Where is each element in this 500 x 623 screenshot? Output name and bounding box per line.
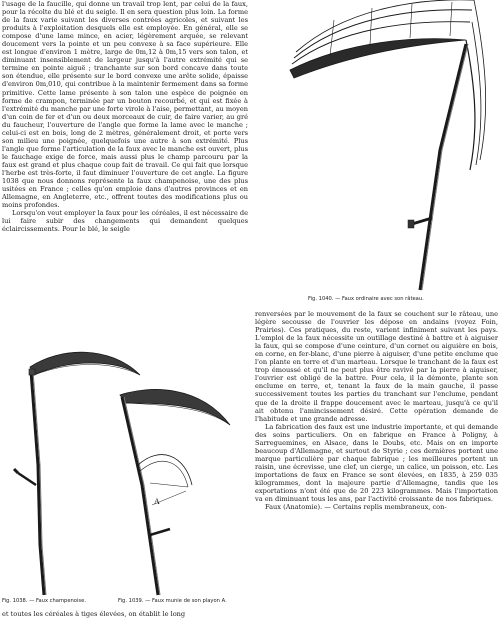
figure-1040 <box>270 0 500 300</box>
paragraph-anatomie: Faux (Anatomie). — Certains replis membraneux, con- <box>265 503 447 512</box>
figure-1040-caption: Fig. 1040. — Faux ordinaire avec son râteau. <box>308 296 424 302</box>
left-column-bottom-fragment: et toutes les céréales à tiges élevées, on établit le long <box>2 610 186 618</box>
scythe-with-rake-illustration <box>270 0 500 300</box>
left-column <box>2 0 248 233</box>
paragraph-rateau: renversées par le mouvement de la faux se couchent sur le râteau, une légère secousse de l'ouvrier les dépose en andains (voyez Foin, Prairies). Ces pratiques, du reste, varient infiniment suivant les pays. L'emploi de la faux nécessite un outillage destiné à battre et à aiguiser la faux, qui se compose d'une ceinture, d'un cornet ou aiguière en bois, en corne, en fer-blanc, d'une pierre à aiguiser, d'une petite enclume que l'on plante en terre et d'un marteau. Lorsque le tranchant de la faux est trop émoussé et qu'il ne peut plus être ravivé par la pierre à aiguiser, l'ouvrier est obligé de la battre. Pour cela, il la démonte, plante son enclume en terre, et, tenant la faux de la main gauche, il passe successivement toutes les parties du tranchant sur l'enclume, pendant que de la droite il frappe doucement avec le marteau, jusqu'à ce qu'il ait obtenu l'amincissement désiré. Cette opération demande de l'habitude et une grande adresse. <box>255 310 498 423</box>
paragraph-fabrication: La fabrication des faux est une industrie importante, et qui demande des soins particuliers. On en fabrique en France à Poligny, à Sarreguemines, en Alsace, dans le Doubs, etc. Mais on en importe beaucoup d'Allemagne, et surtout de Styrie ; ces dernières portent une marque particulière par chaque fabrique ; les meilleures portent un raisin, une écrevisse, une clef, un cierge, un calice, un poisson, etc. Les importations de faux en France se sont élevées, en 1835, à 259 035 kilogrammes, dont la majeure partie d'Allemagne, tandis que les exportations n'ont été que de 20 223 kilogrammes. Mais l'importation va en diminuant tous les ans, par l'activité croissante de nos fabriques. <box>255 422 498 504</box>
figure-1039-label-a: A <box>154 497 160 506</box>
figure-1039-scythe <box>120 389 230 595</box>
scythe-illustrations <box>0 345 250 607</box>
figure-1038-caption: Fig. 1038. — Faux champenoise. <box>2 598 86 604</box>
figure-1038-scythe <box>14 352 140 595</box>
figure-1039-caption: Fig. 1039. — Faux munie de son playon A. <box>118 598 227 604</box>
right-column <box>255 310 498 511</box>
paragraph-faux-description: l'usage de la faucille, qui donne un travail trop lent, par celui de la faux, pour la récolte du blé et du seigle. Il en sera question plus loin. La forme de la faux varie suivant les diverses contrées agricoles, et suivant les produits à l'exploitation desquels elle est employée. En général, elle se compose d'une lame mince, en acier, légèrement arquée, se relevant doucement vers la pointe et un peu convexe à sa face supérieure. Elle est longue d'environ 1 mètre, large de 0m,12 à 0m,15 vers son talon, et diminuant insensiblement de largeur jusqu'à l'autre extrémité qui se termine en pointe aiguë ; tranchante sur son bord concave dans toute son étendue, elle présente sur le bord convexe une arête solide, épaisse d'environ 0m,010, qui contribue à la maintenir fermement dans sa forme primitive. Cette lame présente à son talon une espèce de poignée en forme de crampon, terminée par un bouton recourbé, et qui est fixée à l'extrémité du manche par une forte virole à l'aise, permettant, au moyen d'un coin de fer et d'un ou deux morceaux de cuir, de faire varier, au gré du faucheur, l'ouverture de l'angle que forme la lame avec le manche ; celui-ci est en bois, long de 2 mètres, généralement droit, et porte vers son milieu une poignée, quelquefois une autre à son extrémité. Plus l'angle que forme l'articulation de la faux avec le manche est ouvert, plus le fauchage exige de force, mais aussi plus le champ parcouru par la faux est grand et plus chaque coup fait de travail. Ce qui fait que lorsque l'herbe est très-forte, il faut diminuer l'ouverture de cet angle. La figure 1038 que nous donnons représente la faux champenoise, une des plus usitées en France ; celles qu'on emploie dans d'autres provinces et en Allemagne, en Angleterre, etc., offrent toutes des modifications plus ou moins profondes. <box>2 0 248 210</box>
paragraph-cereales: Lorsqu'on veut employer la faux pour les céréales, il est nécessaire de lui faire subir des changements qui demandent quelques éclaircissements. Pour le blé, le seigle <box>2 209 248 234</box>
figures-1038-1039 <box>0 345 250 607</box>
